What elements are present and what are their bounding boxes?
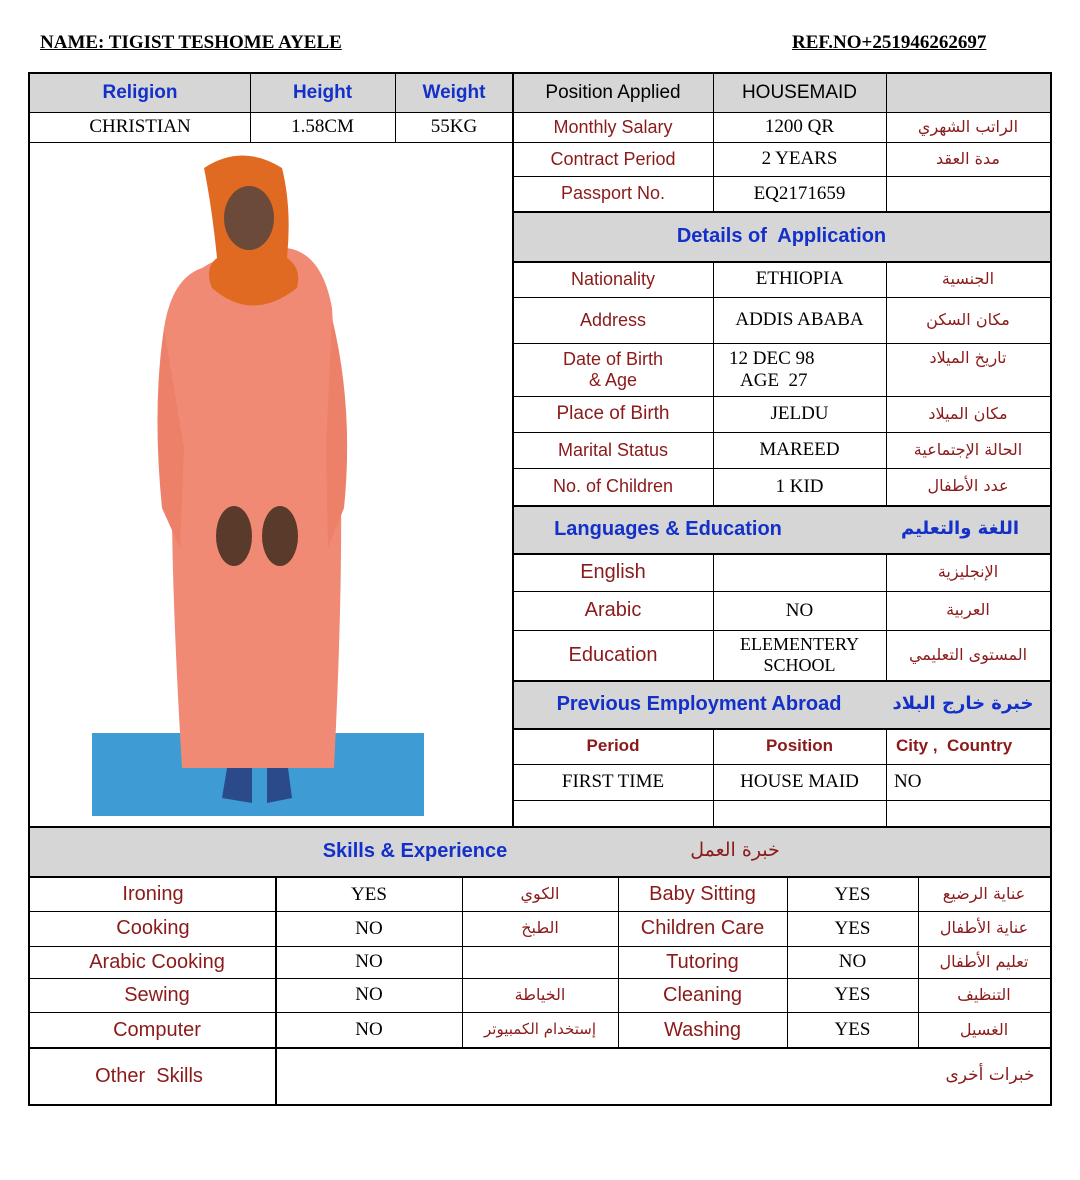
weight-header: Weight <box>422 82 486 104</box>
employment-city-header: City , Country <box>896 736 1013 756</box>
passport-label: Passport No. <box>560 183 666 204</box>
address-label: Address <box>579 309 647 330</box>
skill-childrencare-label: Children Care <box>640 917 765 939</box>
applicant-photo <box>92 148 424 816</box>
skill-computer-arabic: إستخدام الكمبيوتر <box>484 1020 596 1039</box>
english-arabic: الإنجليزية <box>937 561 999 581</box>
nationality-label: Nationality <box>570 268 656 289</box>
details-title: Details of Application <box>676 224 887 247</box>
reference-number: REF.NO+251946262697 <box>792 32 987 53</box>
arabic-arabic: العربية <box>946 600 990 620</box>
applicant-name: NAME: TIGIST TESHOME AYELE <box>40 32 342 53</box>
dob-value <box>713 343 886 396</box>
skill-cooking-label: Cooking <box>116 917 190 939</box>
height-value: 1.58CM <box>291 116 354 138</box>
salary-arabic: الراتب الشهري <box>917 116 1019 136</box>
education-value-line2: SCHOOL <box>763 655 836 675</box>
skill-ironing-label: Ironing <box>122 883 184 905</box>
pob-value: JELDU <box>770 403 829 425</box>
skill-washing-value: YES <box>834 1019 871 1041</box>
marital-value: MAREED <box>759 439 840 461</box>
skill-tutoring-value: NO <box>838 951 867 973</box>
arabic-label: Arabic <box>584 599 642 621</box>
skill-childrencare-value: YES <box>834 917 871 939</box>
pob-label: Place of Birth <box>556 403 670 425</box>
english-label: English <box>580 560 646 583</box>
contract-label: Contract Period <box>550 148 676 169</box>
skill-arabiccooking-value: NO <box>355 951 383 973</box>
dob-arabic: تاريخ الميلاد <box>929 347 1007 367</box>
skill-ironing-value: YES <box>351 883 387 905</box>
nationality-value: ETHIOPIA <box>755 268 844 290</box>
dob-label <box>513 343 713 396</box>
height-header: Height <box>292 82 353 104</box>
skill-tutoring-label: Tutoring <box>666 950 739 973</box>
skill-arabiccooking-arabic <box>462 946 618 978</box>
skill-cleaning-arabic: التنظيف <box>957 984 1011 1004</box>
marital-label: Marital Status <box>557 439 669 460</box>
skill-cooking-value: NO <box>355 917 383 939</box>
pob-arabic: مكان الميلاد <box>928 403 1008 423</box>
skills-title: Skills & Experience <box>322 839 508 862</box>
religion-header: Religion <box>102 82 178 104</box>
nationality-arabic: الجنسية <box>941 268 995 288</box>
skill-computer-value: NO <box>355 1019 383 1041</box>
education-label: Education <box>568 643 658 666</box>
languages-title: Languages & Education <box>554 517 782 540</box>
skill-computer-label: Computer <box>113 1018 201 1041</box>
employment-city-value: NO <box>894 771 922 793</box>
dob-label-line2: & Age <box>588 369 638 390</box>
dob-label-line1: Date of Birth <box>562 348 664 369</box>
skill-babysitting-label: Baby Sitting <box>649 883 756 905</box>
skill-childrencare-arabic: عناية الأطفال <box>939 918 1029 938</box>
skill-cleaning-value: YES <box>834 984 871 1006</box>
arabic-value: NO <box>785 599 814 621</box>
weight-value: 55KG <box>430 116 478 138</box>
english-value <box>713 553 886 591</box>
other-skills-arabic: خبرات أخرى <box>945 1065 1035 1086</box>
position-value: HOUSEMAID <box>741 82 858 104</box>
salary-value: 1200 QR <box>764 116 835 138</box>
education-value-line1: ELEMENTERY <box>740 634 859 655</box>
address-arabic: مكان السكن <box>926 309 1010 329</box>
religion-value: CHRISTIAN <box>89 116 191 138</box>
address-value: ADDIS ABABA <box>735 309 864 331</box>
dob-value-age: AGE 27 <box>740 369 808 391</box>
children-arabic: عدد الأطفال <box>927 476 1009 496</box>
passport-value: EQ2171659 <box>753 182 846 204</box>
employment-period-value: FIRST TIME <box>561 771 665 793</box>
skill-babysitting-value: YES <box>834 883 871 905</box>
education-value <box>713 630 886 680</box>
skill-ironing-arabic: الكوي <box>520 884 560 904</box>
languages-title-arabic: اللغة والتعليم <box>900 517 1020 539</box>
skill-sewing-arabic: الخياطة <box>514 984 566 1004</box>
skill-babysitting-arabic: عناية الرضيع <box>942 884 1026 904</box>
skill-cleaning-label: Cleaning <box>663 983 742 1006</box>
dob-value-date: 12 DEC 98 <box>729 347 815 369</box>
employment-position-value: HOUSE MAID <box>740 771 859 793</box>
employment-title-arabic: خبرة خارج البلاد <box>892 692 1034 714</box>
skill-arabiccooking-label: Arabic Cooking <box>89 950 225 973</box>
contract-arabic: مدة العقد <box>936 148 1000 168</box>
contract-value: 2 YEARS <box>761 148 838 170</box>
employment-position-header: Position <box>765 736 834 756</box>
skill-sewing-label: Sewing <box>124 983 190 1006</box>
skill-washing-label: Washing <box>663 1018 742 1041</box>
children-label: No. of Children <box>552 476 674 497</box>
other-skills-label: Other Skills <box>95 1064 203 1087</box>
employment-title: Previous Employment Abroad <box>556 692 842 715</box>
skill-tutoring-arabic: تعليم الأطفال <box>939 951 1029 971</box>
salary-label: Monthly Salary <box>553 116 673 137</box>
skill-cooking-arabic: الطبخ <box>521 918 559 938</box>
skill-sewing-value: NO <box>355 984 383 1006</box>
skill-washing-arabic: الغسيل <box>959 1019 1009 1039</box>
marital-arabic: الحالة الإجتماعية <box>913 439 1023 459</box>
skills-title-arabic: خبرة العمل <box>690 839 780 862</box>
education-arabic: المستوى التعليمي <box>908 644 1028 664</box>
children-value: 1 KID <box>775 475 824 497</box>
employment-period-header: Period <box>586 736 640 756</box>
position-label: Position Applied <box>545 82 681 104</box>
